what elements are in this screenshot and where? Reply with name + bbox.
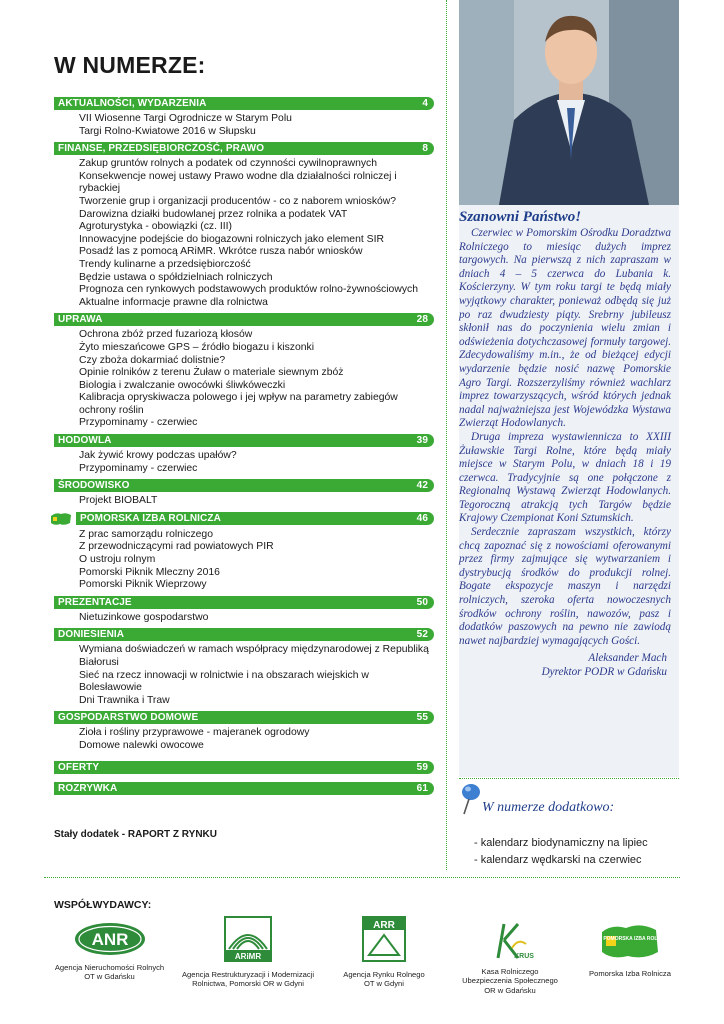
section-page: 39: [416, 435, 428, 447]
toc-item[interactable]: Wymiana doświadczeń w ramach współpracy międzynarodowej z Republiką: [79, 644, 429, 656]
section-bar[interactable]: [54, 142, 434, 155]
toc-item[interactable]: Przypominamy - czerwiec: [79, 462, 198, 474]
supplements-list: [474, 835, 648, 869]
toc-item[interactable]: Sieć na rzecz innowacji w rolnictwie i na obszarach wiejskich w Bolesławowie: [79, 669, 369, 694]
pir-logo-icon: [598, 922, 673, 962]
toc-item[interactable]: Domowe nalewki owocowe: [79, 739, 204, 751]
toc-item[interactable]: Zakup gruntów rolnych a podatek od czynności cywilnoprawnych: [79, 158, 378, 170]
toc-item[interactable]: Zioła i rośliny przyprawowe - majeranek ogrodowy: [79, 727, 310, 739]
arr-logo-icon: [361, 915, 407, 963]
vertical-divider: [446, 0, 447, 870]
section-name: POMORSKA IZBA ROLNICZA: [80, 513, 221, 525]
director-photo: [459, 0, 679, 205]
publisher-anr: [52, 922, 167, 982]
toc-item[interactable]: Pomorski Piknik Mleczny 2016: [79, 566, 220, 578]
arr-logo-text: ARR: [373, 920, 395, 931]
supplements-title: W numerze dodatkowo:: [482, 800, 615, 815]
publisher-line: Kasa Rolniczego: [481, 966, 539, 976]
section-bar[interactable]: [54, 761, 434, 774]
letter-paragraph: Czerwiec w Pomorskim Ośrodku Doradztwa Rolniczego to miesiąc dużych imprez targowych. Na pierwszą z nich zapraszam w dniach 4 – 5 czerwca do Lubania k. Kościerzyny. W tym roku targi te będą miały wyjątkowy charakter, ponieważ odbędą się już po raz dwudziesty piąty. Srebrny jubileusz skłonił nas do poczynienia wielu zmian i odświeżenia dotychczasowej formuły targowej. Zdecydowaliśmy m.in., że od bieżącej edycji wydarzenie będzie nosić nazwę Pomorskie Agro Targi. Rozszerzyliśmy również wachlarz imprez towarzyszących, wśród których jednak nadal najważniejsza jest Wojewódzka Wystawa Zwierząt Hodowlanych.: [459, 227, 671, 430]
toc-item[interactable]: Targi Rolno-Kwiatowe 2016 w Słupsku: [79, 125, 256, 137]
toc-item[interactable]: Opinie rolników z terenu Żuław o materiale siewnym zbóż: [79, 367, 344, 379]
toc-item[interactable]: Dni Trawnika i Traw: [79, 694, 170, 706]
toc-item[interactable]: Trendy kulinarne a przedsiębiorczość: [79, 258, 251, 270]
toc-item[interactable]: Konsekwencje nowej ustawy Prawo wodne dla działalności rolniczej i rybackiej: [79, 170, 397, 195]
toc-section: [54, 434, 434, 475]
section-row: [54, 512, 434, 526]
portrait-image: [459, 0, 679, 205]
section-name: ROZRYWKA: [58, 782, 118, 794]
anr-logo-text: ANR: [91, 930, 128, 949]
toc-section: [54, 711, 434, 752]
section-name: OFERTY: [58, 761, 100, 773]
arimr-logo-icon: [223, 915, 273, 963]
toc-item[interactable]: VII Wiosenne Targi Ogrodnicze w Starym Polu: [79, 113, 292, 124]
section-bar[interactable]: [54, 782, 434, 795]
section-items: [54, 612, 434, 625]
toc-item[interactable]: Pomorski Piknik Wieprzowy: [79, 579, 207, 591]
toc-section: [54, 142, 434, 309]
bottom-dotted-divider: [44, 877, 680, 878]
section-items: [54, 113, 434, 138]
toc-item[interactable]: Biologia i zwalczanie owocówki śliwkóweczki: [79, 379, 286, 391]
section-bar[interactable]: [54, 711, 434, 724]
section-items: [54, 529, 434, 592]
section-page: 42: [416, 480, 428, 492]
section-page: 59: [416, 761, 428, 773]
section-items: [54, 644, 434, 707]
toc-item[interactable]: Czy zboża dokarmiać dolistnie?: [79, 354, 226, 366]
toc-item[interactable]: Projekt BIOBALT: [79, 495, 158, 507]
toc-item[interactable]: Z prac samorządu rolniczego: [79, 528, 213, 540]
toc-item[interactable]: Innowacyjne podejście do biogazowni rolniczych jako element SIR: [79, 233, 384, 245]
section-name: AKTUALNOŚCI, WYDARZENIA: [58, 98, 207, 109]
toc-item[interactable]: O ustroju rolnym: [79, 554, 156, 566]
dotted-divider: [459, 778, 679, 779]
publisher-line: Pomorska Izba Rolnicza: [589, 968, 671, 978]
toc-item[interactable]: Będzie ustawa o spółdzielniach rolniczych: [79, 271, 273, 283]
section-bar[interactable]: [54, 434, 434, 447]
letter-paragraph: Druga impreza wystawiennicza to XXIII Żuławskie Targi Rolne, które będą miały miejsce w Starym Polu, w dniach 18 i 19 czerwca. Tradycyjnie są one połączone z Regionalną Wystawą Zwierząt Hodowlanych. Tegoroczną atrakcją tych Targów będzie Krajowy Czempionat Koni Sztumskich.: [459, 430, 671, 525]
supplement-item: - kalendarz wędkarski na czerwiec: [474, 854, 642, 866]
toc-item[interactable]: ochrony roślin: [79, 404, 144, 416]
section-items: [54, 450, 434, 475]
letter-paragraph: Serdecznie zapraszam wszystkich, którzy chcą zapoznać się z nowościami oferowanymi przez firmy zajmujące się wytwarzaniem i dystrybucją środków do produkcji rolnej. Bogate ekspozycje maszyn i narzędzi rolniczych, szeroka oferta nowoczesnych środków ochrony roślin, nawozów, pasz i dodatków paszowych na pewno nie zawiodą nawet najbardziej wymagających Gości.: [459, 526, 671, 647]
section-items: [54, 158, 434, 309]
section-items: [54, 727, 434, 752]
signature: [459, 652, 671, 679]
toc-section: [54, 512, 434, 592]
editorial-letter: [459, 227, 671, 680]
publisher-arimr: [178, 915, 318, 989]
toc-item[interactable]: Białorusi: [79, 657, 119, 668]
section-name: PREZENTACJE: [58, 596, 132, 608]
toc-item[interactable]: Ochrona zbóż przed fuzariozą kłosów: [79, 329, 253, 341]
chamber-logo-icon: [50, 512, 72, 526]
publisher-line: Rolnictwa, Pomorski OR w Gdyni: [192, 979, 304, 988]
section-bar[interactable]: [54, 479, 434, 492]
section-bar[interactable]: [54, 97, 434, 110]
section-name: DONIESIENIA: [58, 629, 125, 641]
toc-section: [54, 628, 434, 707]
section-bar[interactable]: [76, 512, 434, 525]
section-page: 8: [422, 143, 428, 155]
toc-item[interactable]: Darowizna działki budowlanej przez rolnika a podatek VAT: [79, 208, 348, 220]
krus-logo-text: KRUS: [514, 953, 534, 960]
krus-logo-icon: [488, 918, 532, 960]
toc-item[interactable]: Posadź las z pomocą ARiMR. Wkrótce rusza nabór wniosków: [79, 246, 363, 258]
anr-logo-icon: [74, 922, 146, 956]
section-page: 61: [416, 782, 428, 794]
toc-item[interactable]: Aktualne informacje prawne dla rolnictwa: [79, 296, 268, 308]
section-page: 55: [416, 712, 428, 724]
letter-greeting: Szanowni Państwo!: [459, 209, 582, 225]
section-page: 46: [416, 513, 428, 525]
publisher-line: Agencja Nieruchomości Rolnych: [54, 962, 165, 972]
publisher-line: Agencja Rynku Rolnego: [343, 969, 425, 979]
section-name: GOSPODARSTWO DOMOWE: [58, 712, 199, 724]
toc-section: [54, 596, 434, 625]
toc-item[interactable]: Tworzenie grup i organizacji producentów - co z naborem wniosków?: [79, 195, 397, 207]
section-name: UPRAWA: [58, 314, 103, 326]
section-items: [54, 495, 434, 508]
toc-section: [54, 313, 434, 430]
publisher-pir: [580, 922, 680, 978]
toc-section: [54, 782, 434, 795]
signature-name: Aleksander Mach: [588, 652, 667, 665]
toc-item[interactable]: Przypominamy - czerwiec: [79, 417, 198, 429]
publisher-krus: [455, 918, 565, 995]
publishers-title: WSPÓŁWYDAWCY:: [54, 899, 152, 911]
arimr-logo-text: ARiMR: [234, 952, 262, 961]
toc-item[interactable]: Nietuzinkowe gospodarstwo: [79, 611, 209, 623]
table-of-contents: [54, 93, 434, 795]
section-bar[interactable]: [54, 596, 434, 609]
section-bar[interactable]: [54, 313, 434, 326]
page-title: W NUMERZE:: [54, 52, 206, 78]
toc-item[interactable]: Agroturystyka - obowiązki (cz. III): [79, 221, 233, 233]
pushpin-icon: [456, 782, 484, 816]
publisher-line: Ubezpieczenia Społecznego: [462, 976, 558, 985]
pir-logo-text: POMORSKA IZBA ROLNICZA: [603, 936, 673, 942]
section-page: 50: [416, 596, 428, 608]
publisher-line: Agencja Restrukturyzacji i Modernizacji: [181, 969, 315, 979]
section-page: 4: [422, 98, 428, 109]
section-name: ŚRODOWISKO: [58, 480, 130, 492]
section-name: FINANSE, PRZEDSIĘBIORCZOŚĆ, PRAWO: [58, 143, 265, 155]
section-name: HODOWLA: [58, 435, 112, 447]
publisher-line: OR w Gdańsku: [484, 985, 536, 995]
publisher-line: OT w Gdyni: [364, 979, 404, 988]
publisher-line: OT w Gdańsku: [84, 972, 135, 981]
section-page: 28: [416, 314, 428, 326]
toc-item[interactable]: Z przewodniczącymi rad powiatowych PIR: [79, 541, 274, 553]
toc-item[interactable]: Żyto mieszańcowe GPS – źródło biogazu i kiszonki: [79, 341, 315, 353]
section-page: 52: [416, 629, 428, 641]
toc-item[interactable]: Jak żywić krowy podczas upałów?: [79, 450, 237, 462]
toc-section: [54, 761, 434, 774]
supplement-note: Stały dodatek - RAPORT Z RYNKU: [54, 829, 217, 840]
toc-item[interactable]: Kalibracja opryskiwacza polowego i jej wpływ na parametry zabiegów: [79, 392, 398, 404]
supplement-item: - kalendarz biodynamiczny na lipiec: [474, 837, 648, 849]
publisher-arr: [336, 915, 432, 989]
section-items: [54, 329, 434, 430]
toc-section: [54, 97, 434, 138]
signature-role: Dyrektor PODR w Gdańsku: [541, 666, 667, 678]
toc-item[interactable]: Prognoza cen rynkowych podstawowych produktów rolno-żywnościowych: [79, 284, 419, 296]
toc-section: [54, 479, 434, 508]
section-bar[interactable]: [54, 628, 434, 641]
